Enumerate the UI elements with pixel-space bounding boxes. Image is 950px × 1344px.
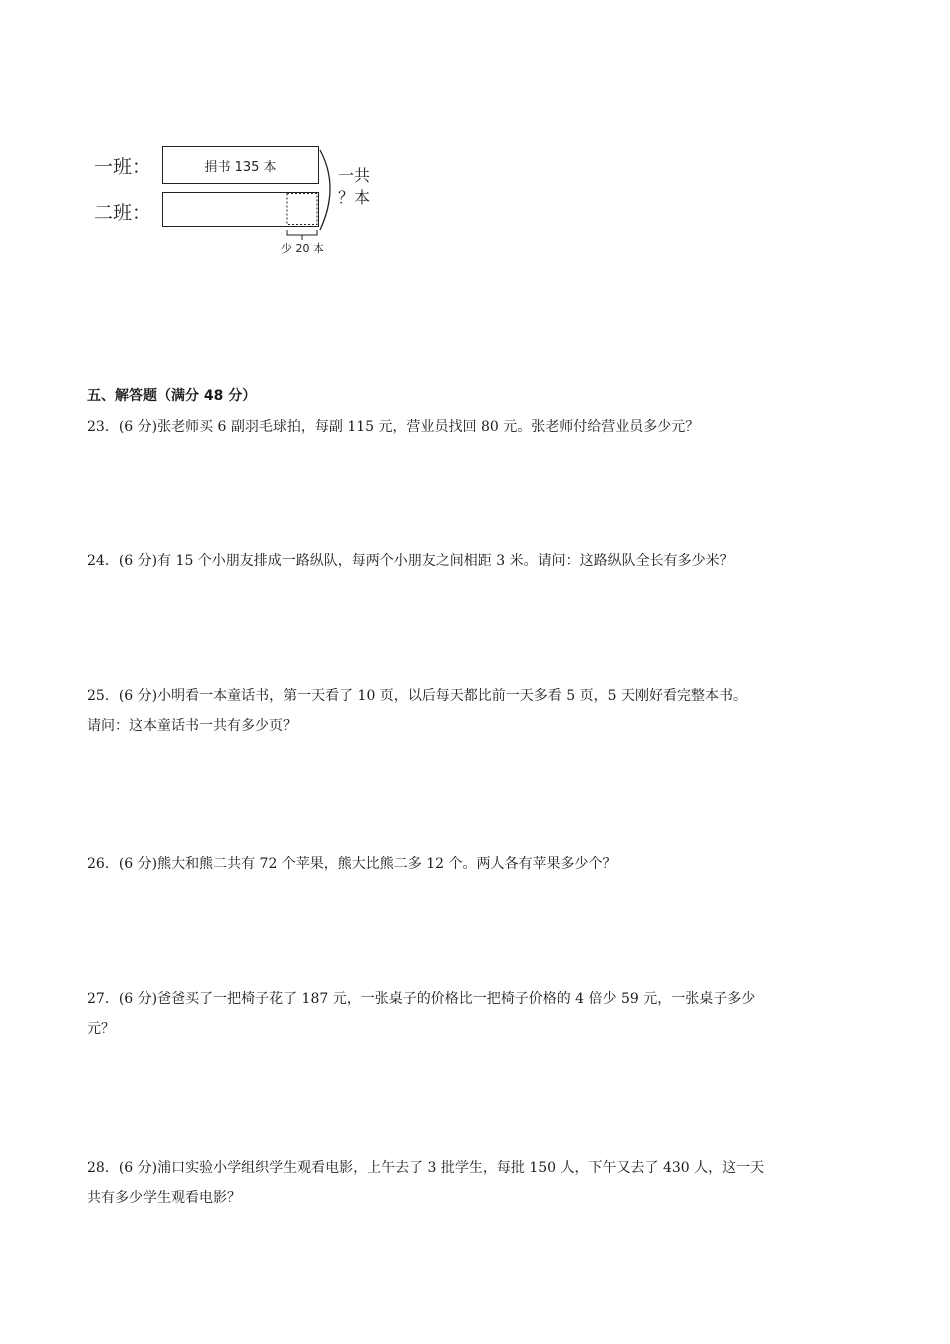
question-line: 27．(6 分)爸爸买了一把椅子花了 187 元，一张桌子的价格比一把椅子价格的 4 倍少 59 元，一张桌子多少 — [87, 991, 756, 1007]
question-line: 28．(6 分)浦口实验小学组织学生观看电影，上午去了 3 批学生，每批 150 人，下午又去了 430 人，这一天 — [87, 1160, 765, 1176]
question-26 — [87, 849, 877, 879]
question-line: 26．(6 分)熊大和熊二共有 72 个苹果，熊大比熊二多 12 个。两人各有苹果多少个？ — [87, 856, 617, 872]
question-line: 请问：这本童话书一共有多少页？ — [87, 718, 297, 734]
class1-bar-text: 捐书 135 本 — [204, 160, 277, 175]
total-brace — [320, 150, 330, 230]
total-label — [338, 165, 370, 209]
total-line1: 一共 — [338, 166, 371, 185]
less-label: 少 20 本 — [281, 242, 324, 255]
class1-label: 一班： — [94, 156, 152, 178]
question-27 — [87, 984, 877, 1044]
question-line: 24．(6 分)有 15 个小朋友排成一路纵队，每两个小朋友之间相距 3 米。请问：这路纵队全长有多少米？ — [87, 553, 734, 569]
question-line: 共有多少学生观看电影？ — [87, 1190, 241, 1206]
question-24 — [87, 546, 877, 576]
bar-diagram — [90, 140, 390, 260]
class2-label: 二班： — [94, 202, 152, 224]
question-line: 23．(6 分)张老师买 6 副羽毛球拍，每副 115 元，营业员找回 80 元。张老师付给营业员多少元？ — [87, 419, 700, 435]
less-part-dashed — [287, 194, 317, 225]
question-23 — [87, 412, 877, 442]
section-title: 五、解答题（满分 48 分） — [87, 388, 257, 404]
question-28 — [87, 1153, 877, 1213]
total-line2: ？本 — [338, 188, 371, 207]
question-line: 元？ — [87, 1021, 115, 1037]
question-line: 25．(6 分)小明看一本童话书，第一天看了 10 页，以后每天都比前一天多看 5 页，5 天刚好看完整本书。 — [87, 688, 747, 704]
question-25 — [87, 681, 877, 741]
less-brace — [287, 230, 317, 235]
